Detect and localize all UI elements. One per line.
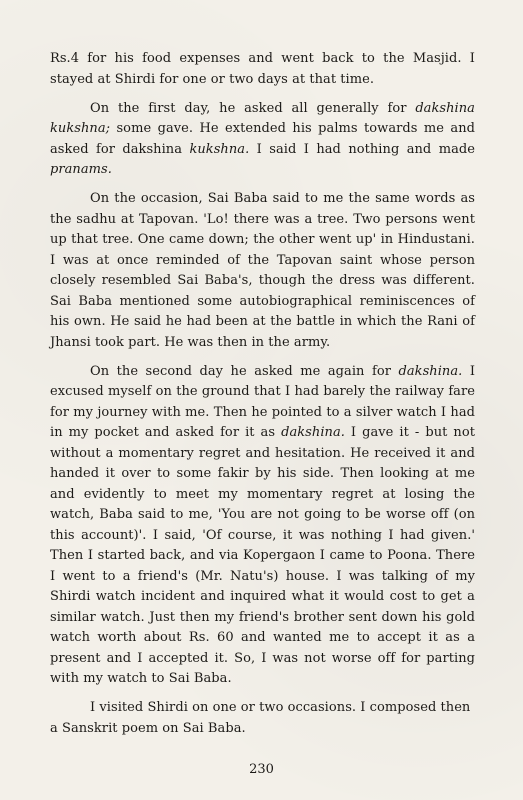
paragraph-4 (50, 362, 475, 690)
paragraph-4-segment-c: I gave it - but not without a momentary regret and hesitation. He received it and handed it over to some fakir by his side. Then looking at me and evidently to meet my momentary regret at losing the watch, Baba said to me, 'You are not going to be worse off (on this account)'. I said, 'Of course, it was nothing I had given.' Then I started back, and via Kopergaon I came to Poona. There I went to a friend's (Mr. Natu's) house. I was talking of my Shirdi watch incident and inquired what it would cost to get a similar watch. Just then my friend's brother sent down his gold watch worth about Rs. 60 and wanted me to accept it as a present and I accepted it. So, I was not worse off for parting with my watch to Sai Baba. (50, 425, 475, 686)
italic-term-dakshina-2: dakshina. (281, 425, 345, 440)
paragraph-2-segment-c: I said I had nothing and made (249, 141, 475, 157)
page-number: 230 (249, 762, 274, 777)
paragraph-2 (50, 99, 475, 181)
paragraph-4-segment-b: I excused myself on the ground that I had barely the railway fare for my journey with me. Then he pointed to a silver watch I had in my pocket and asked for it as (50, 363, 476, 440)
italic-term-pranams: pranams. (50, 162, 112, 177)
italic-term-dakshina-1: dakshina. (398, 363, 463, 379)
paragraph-2-segment-a: On the first day, he asked all generally for (90, 100, 416, 116)
paragraph-5: I visited Shirdi on one or two occasions. I composed then a Sanskrit poem on Sai Baba. (50, 700, 471, 736)
paragraph-3: On the occasion, Sai Baba said to me the same words as the sadhu at Tapovan. 'Lo! there was a tree. Two persons went up that tree. One came down; the other went up' in Hindustani. I was at once reminded of the Tapovan saint whose person closely resembled Sai Baba's, though the dress was different. Sai Baba mentioned some autobiographical reminiscences of his own. He said he had been at the battle in which the Rani of Jhansi took part. He was then in the army. (50, 191, 475, 350)
italic-term-kukshna: kukshna. (189, 141, 250, 157)
italic-term-dakshina-kukshna: dakshina kukshna; (50, 100, 475, 136)
paragraph-1: Rs.4 for his food expenses and went back to the Masjid. I stayed at Shirdi for one or two days at that time. (50, 51, 475, 87)
paragraph-2-segment-b: some gave. He extended his palms towards me and asked for dakshina (50, 121, 475, 157)
body-text (50, 49, 475, 739)
paragraph-4-segment-a: On the second day he asked me again for (90, 363, 399, 379)
